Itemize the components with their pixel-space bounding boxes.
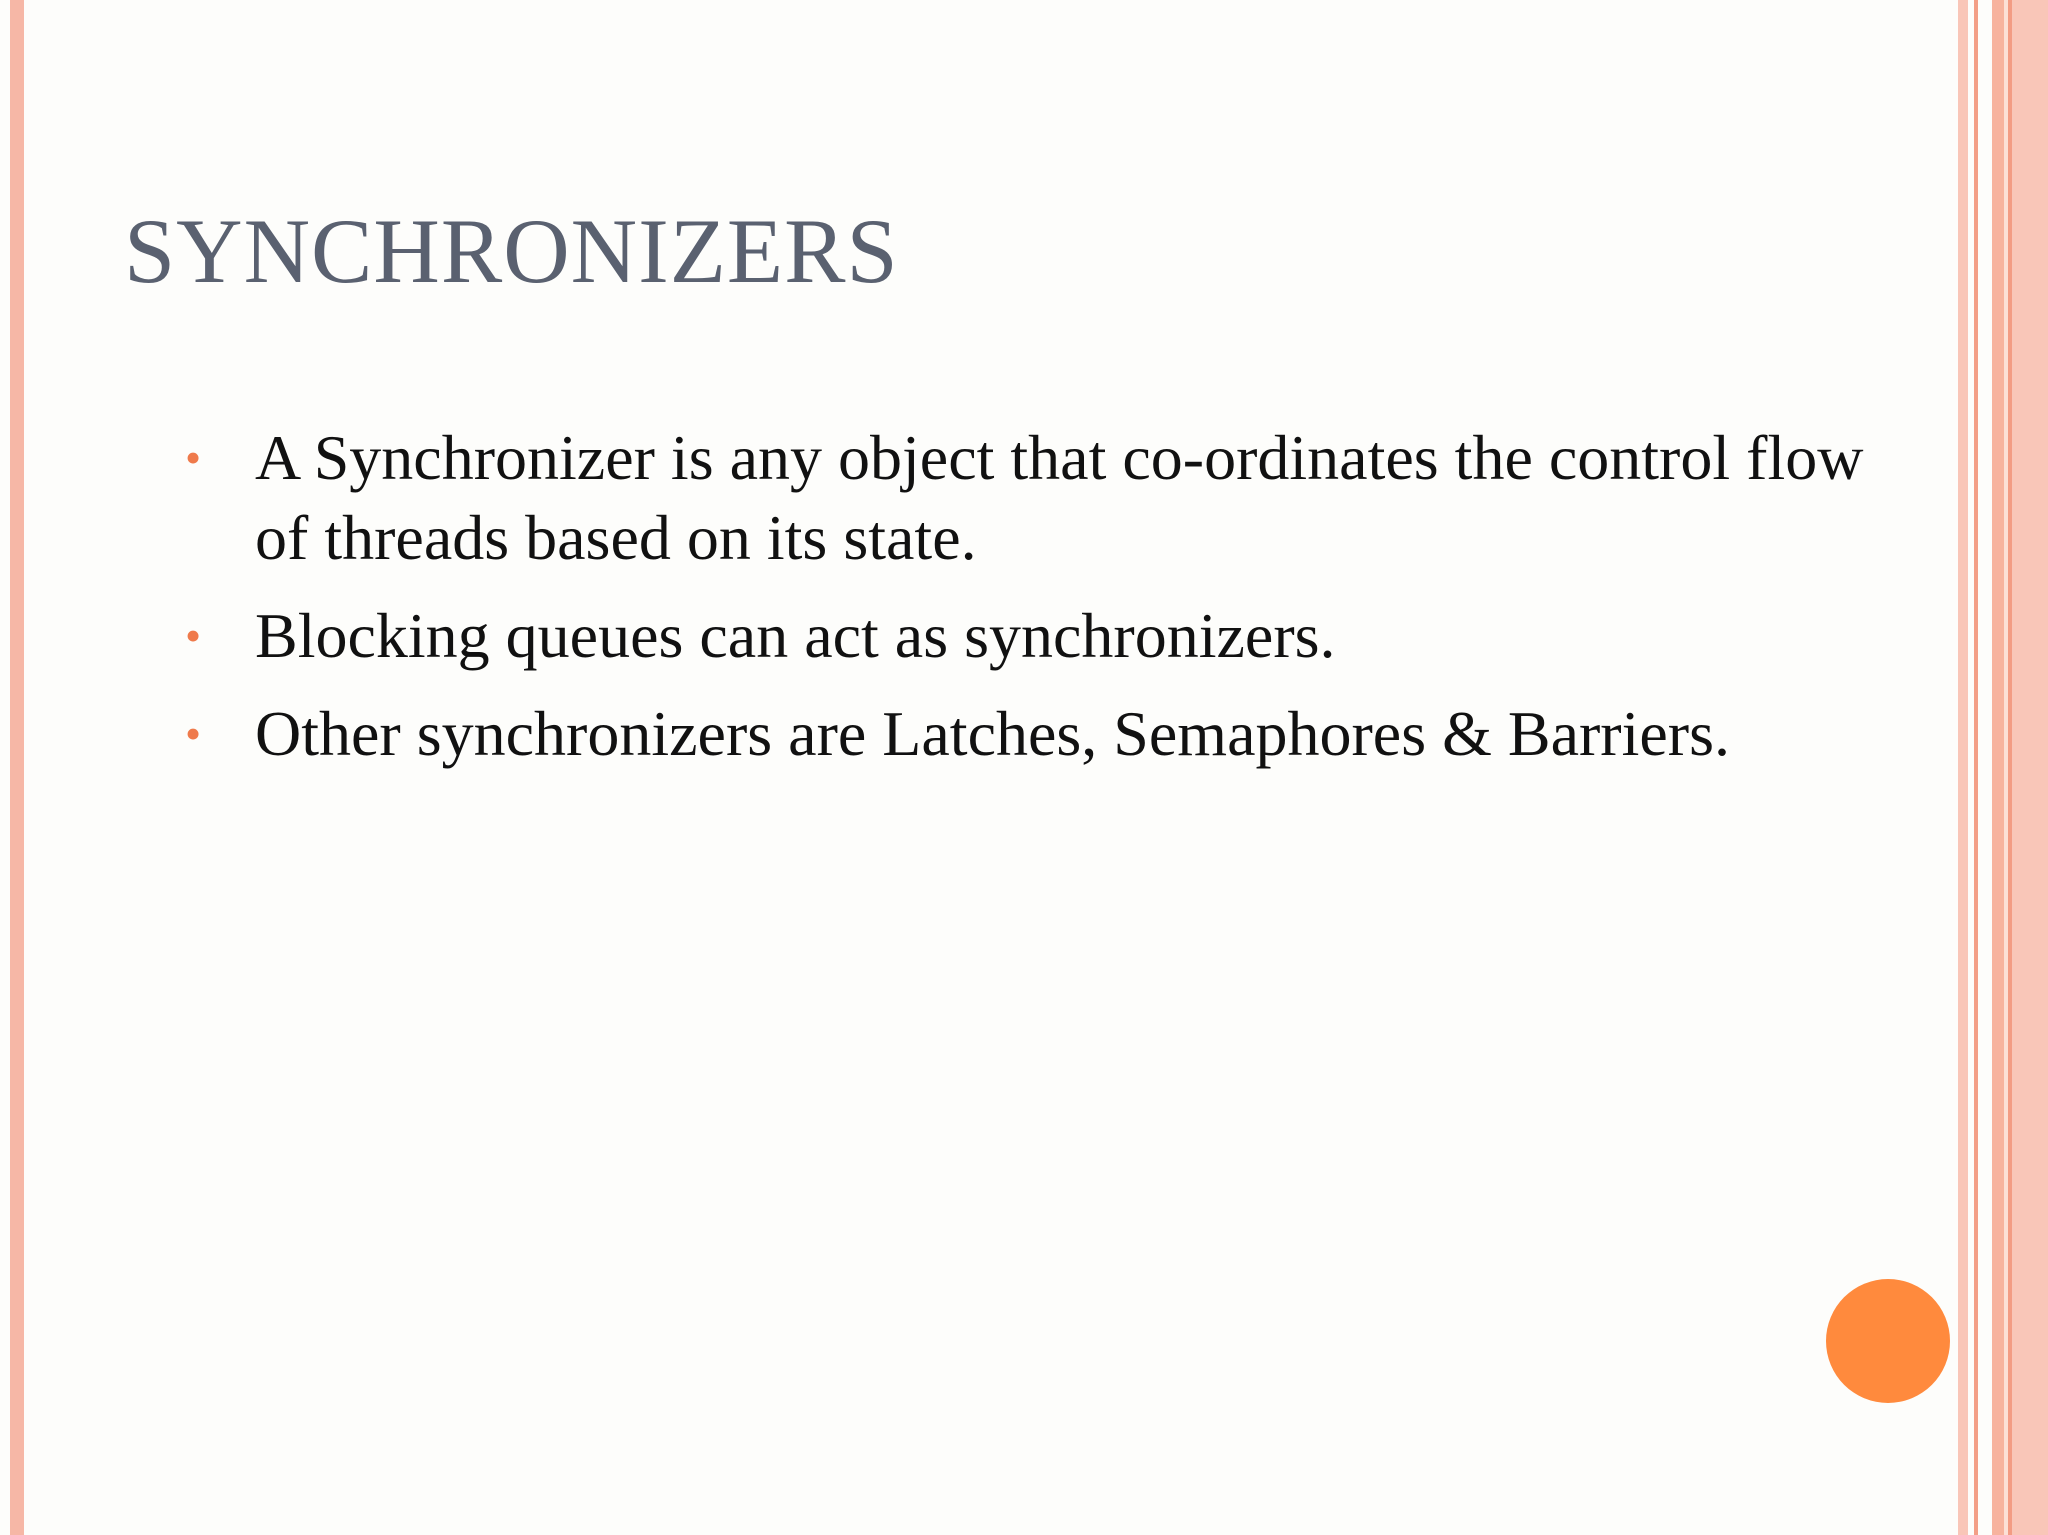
slide-title: SYNCHRONIZERS [124,200,899,302]
decorative-circle-icon [1826,1279,1950,1403]
bullet-icon: • [185,610,202,661]
bullet-text: Blocking queues can act as synchronizers. [255,600,1336,671]
bullet-item [185,418,1885,578]
bullet-list [185,418,1885,792]
bullet-text: Other synchronizers are Latches, Semaphores & Barriers. [255,698,1730,769]
bullet-icon: • [185,708,202,759]
bullet-text: A Synchronizer is any object that co-ordinates the control flow of threads based on its state. [255,422,1864,573]
bullet-icon: • [185,432,202,483]
bullet-item [185,694,1885,774]
left-border-stripe [10,0,24,1535]
right-border-frame [1958,0,2048,1535]
bullet-item [185,596,1885,676]
